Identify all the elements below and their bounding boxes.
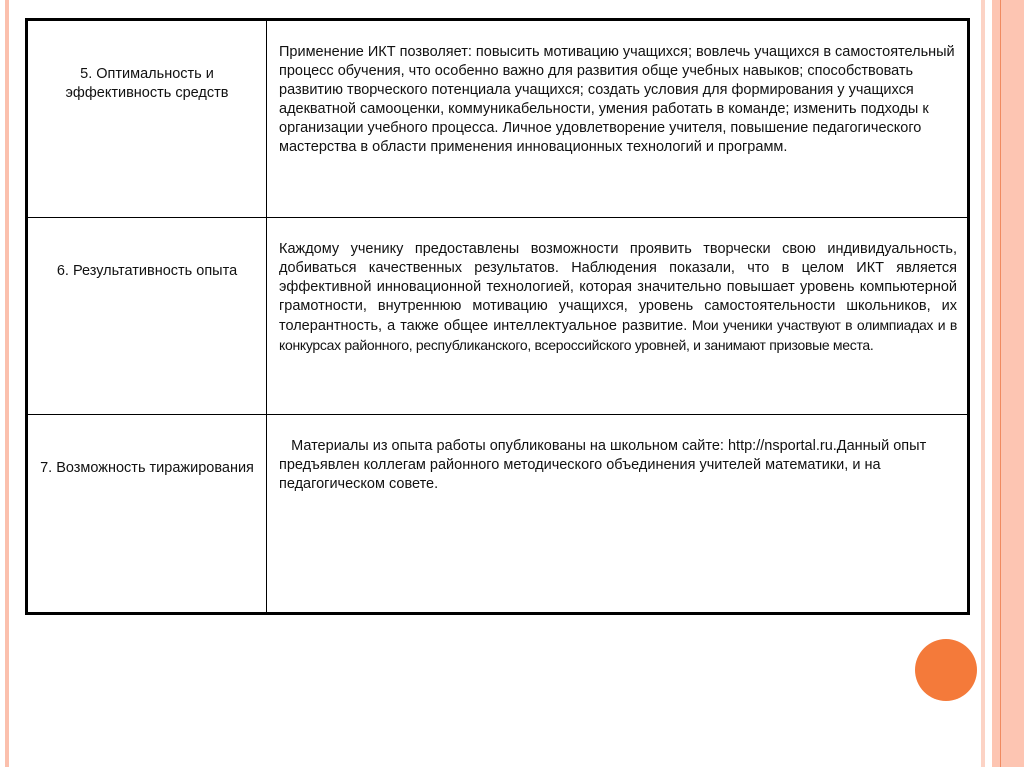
left-decor-stripe <box>5 0 9 767</box>
description-text-extra: Мои ученики участвуют в олимпиадах и в конкурсах районного, республиканского, всероссийского уровней, и занимают призовые места. <box>279 317 957 353</box>
criterion-cell: 7. Возможность тиражирования <box>27 415 267 614</box>
description-cell <box>267 218 969 415</box>
right-decor-band <box>992 0 1024 767</box>
table-row <box>27 415 969 614</box>
table-row <box>27 218 969 415</box>
right-decor-stripe <box>981 0 985 767</box>
right-decor-line <box>1000 0 1001 767</box>
table-row <box>27 20 969 218</box>
description-text: Каждому ученику предоставлены возможности проявить творчески свою индивидуальность, добиваться качественных результатов. Наблюдения показали, что в целом ИКТ является эффективной инновационной технологией, которая значительно повышает уровень компьютерной грамотности, внутреннюю мотивацию учащихся, уровень самостоятельности школьников, их толерантность, а также общее интеллектуальное развитие. <box>279 241 957 334</box>
description-cell: Материалы из опыта работы опубликованы на школьном сайте: http://nsportal.ru.Данный опыт предъявлен коллегам районного методического объединения учителей математики, и на педагогическом совете. <box>267 415 969 614</box>
criterion-cell: 5. Оптимальность и эффективность средств <box>27 20 267 218</box>
experience-table <box>25 18 970 615</box>
description-cell: Применение ИКТ позволяет: повысить мотивацию учащихся; вовлечь учащихся в самостоятельный процесс обучения, что особенно важно для развития обще учебных навыков; способствовать развитию творческого потенциала учащихся; создать условия для формирования у учащихся адекватной самооценки, коммуникабельности, умения работать в команде; изменить подходы к организации учебного процесса. Личное удовлетворение учителя, повышение педагогического мастерства в области применения инновационных технологий и программ. <box>267 20 969 218</box>
orange-circle-decor <box>915 639 977 701</box>
criterion-cell: 6. Результативность опыта <box>27 218 267 415</box>
